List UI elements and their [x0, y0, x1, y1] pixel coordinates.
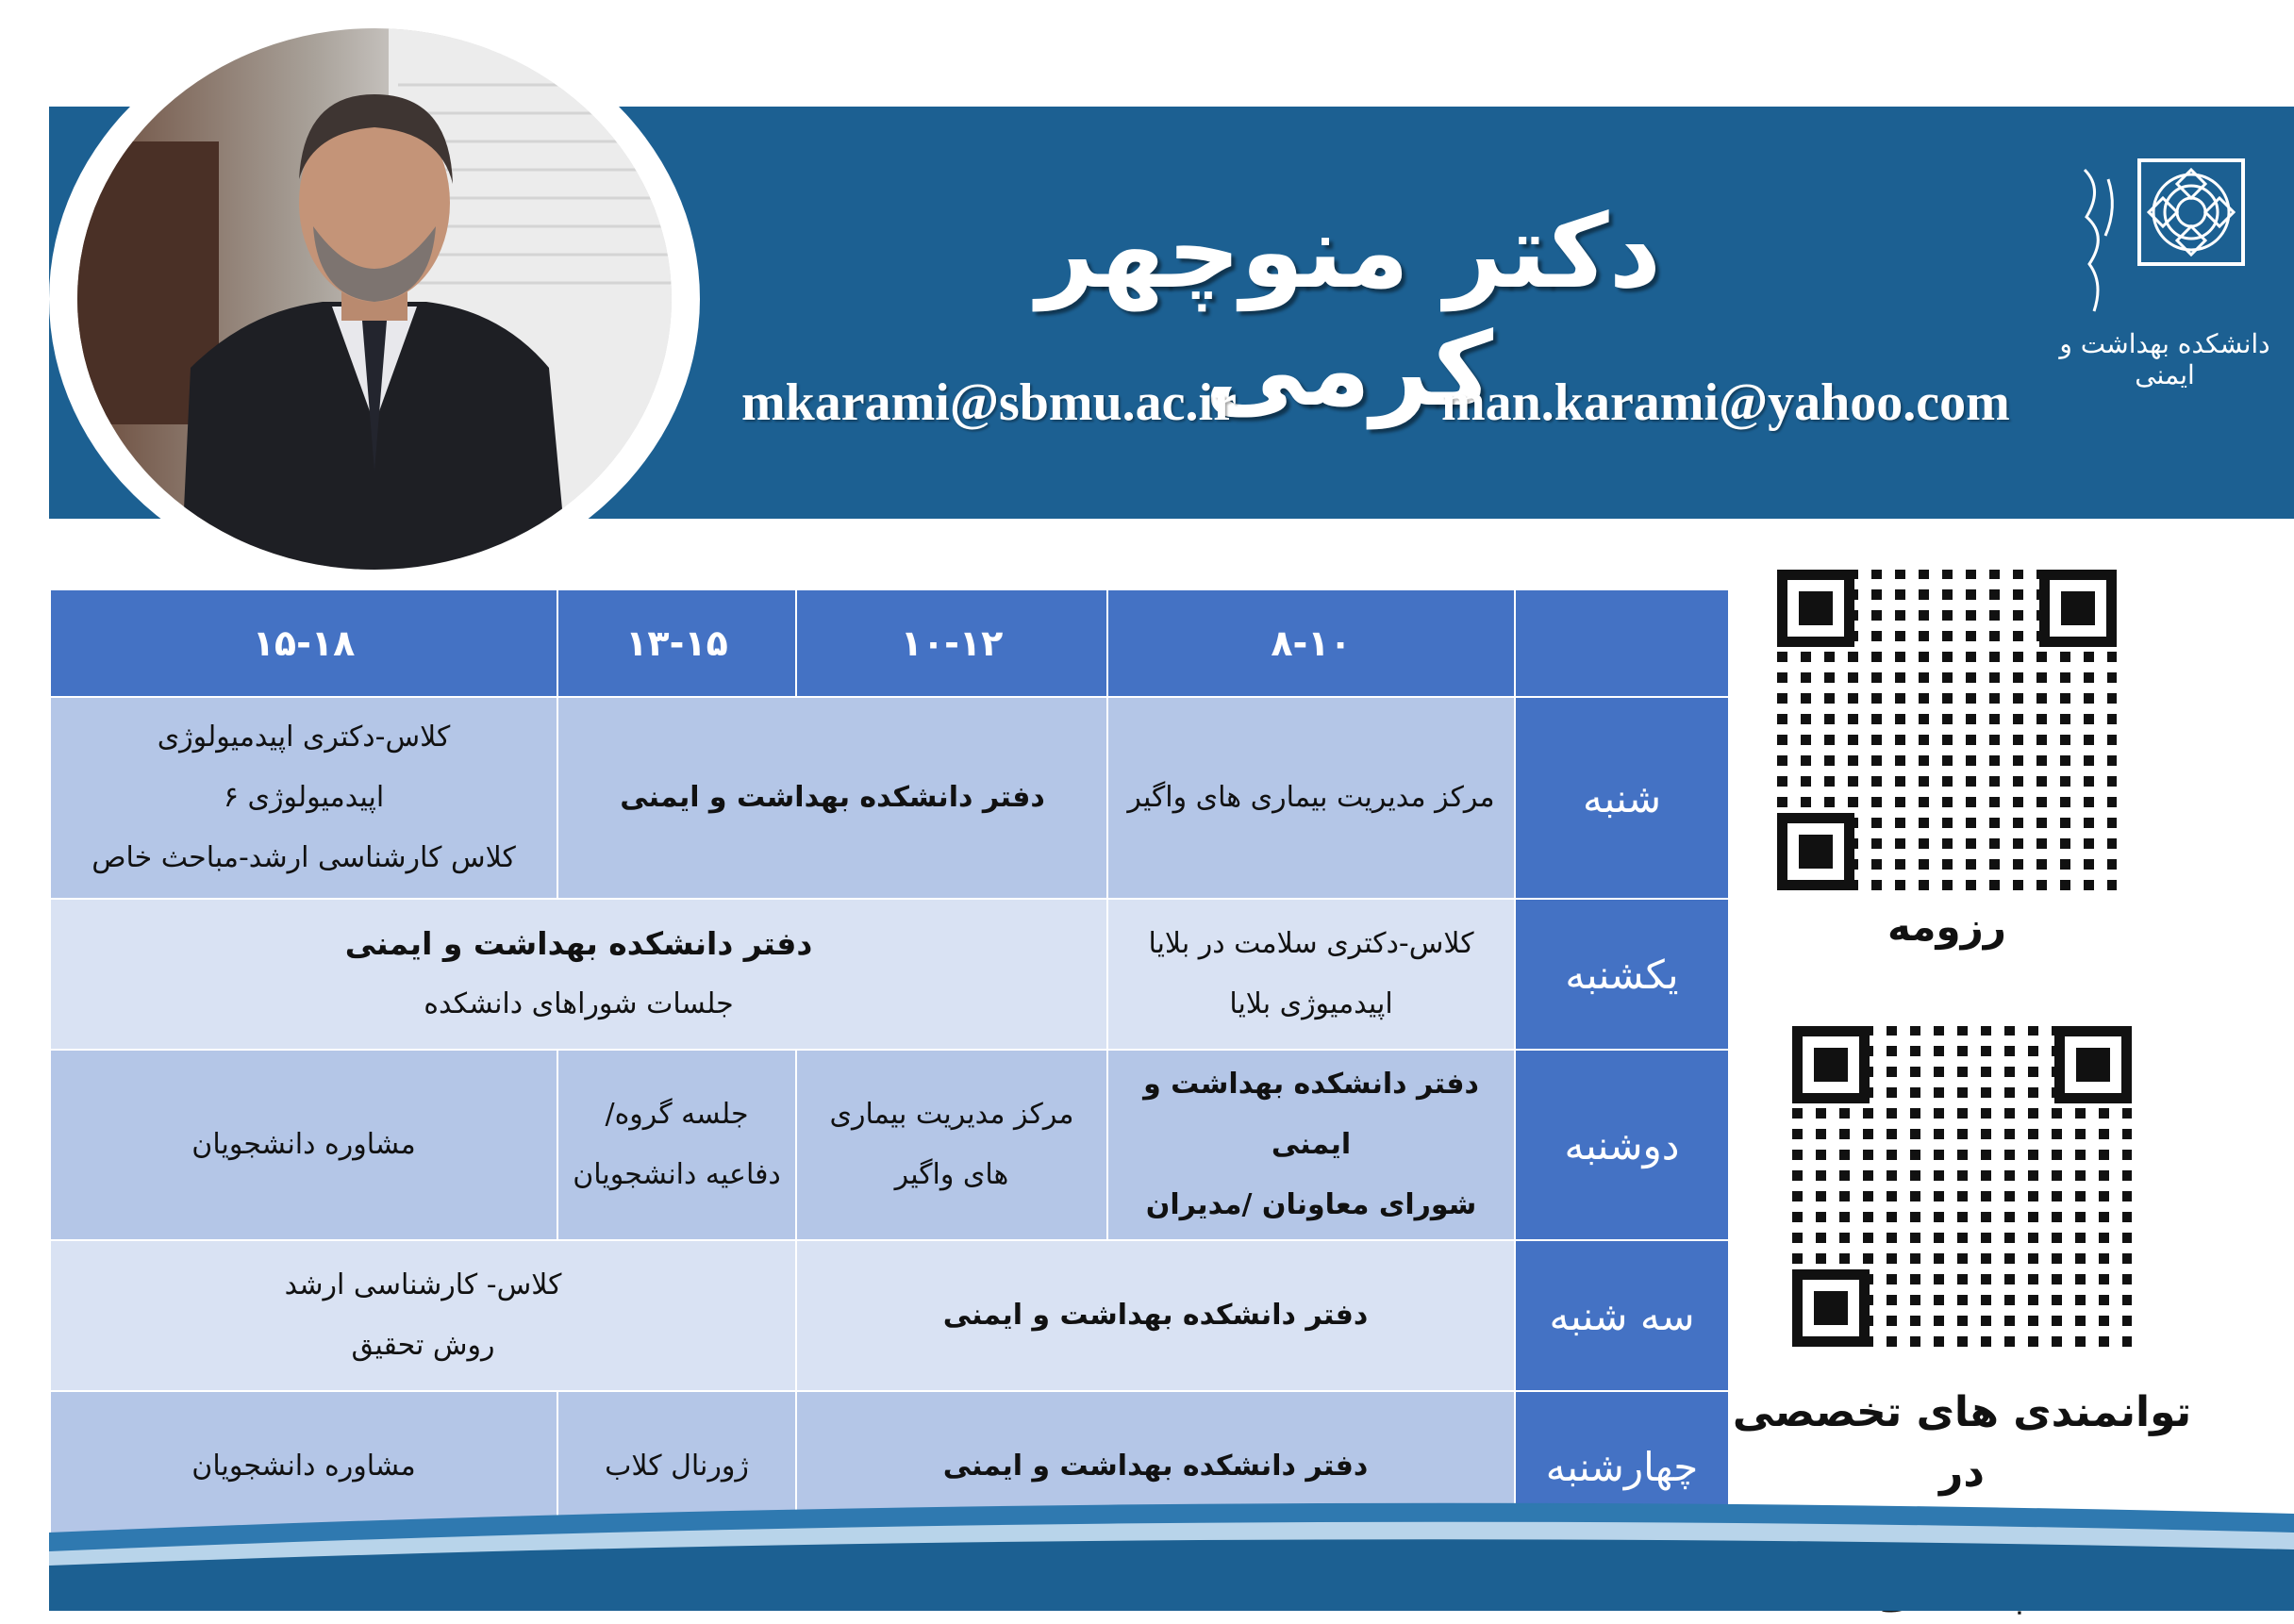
- resume-label: رزومه: [1887, 903, 2006, 950]
- logo-caption: دانشکده بهداشت و ایمنی: [2059, 328, 2270, 390]
- cell-line: شورای معاونان /مدیران: [1145, 1188, 1477, 1221]
- cell-line: اپیدمیولوژی ۶: [223, 781, 385, 814]
- day-monday: دوشنبه: [1515, 1050, 1729, 1240]
- day-tuesday: سه شنبه: [1515, 1240, 1729, 1391]
- university-logo: [2059, 132, 2270, 390]
- table-row: [50, 697, 1729, 899]
- header-15-18: ۱۵-۱۸: [50, 589, 557, 697]
- label-line: توانمندی های تخصصی در: [1732, 1388, 2192, 1497]
- cell-mon-15-18: مشاوره دانشجویان: [50, 1050, 557, 1240]
- cell-line: مرکز مدیریت بیماری: [829, 1098, 1074, 1131]
- cell-line: کلاس-دکتری اپیدمیولوژی: [157, 721, 451, 754]
- cell-sun-8-10: [1107, 899, 1515, 1050]
- resume-qr-code[interactable]: [1777, 570, 2117, 890]
- footer-wave-shape: [49, 1495, 2294, 1611]
- table-row: [50, 899, 1729, 1050]
- cell-mon-8-10: [1107, 1050, 1515, 1240]
- weekly-schedule-table: [49, 588, 1730, 1543]
- cell-line: اپیدمیوژی بلایا: [1229, 987, 1393, 1020]
- header-day: [1515, 589, 1729, 697]
- cell-wed-8-12: دفتر دانشکده بهداشت و ایمنی: [796, 1391, 1515, 1542]
- table-row: [50, 1240, 1729, 1391]
- cell-wed-15-18: مشاوره دانشجویان: [50, 1391, 557, 1542]
- cell-tue-8-12: دفتر دانشکده بهداشت و ایمنی: [796, 1240, 1515, 1391]
- email-sbmu[interactable]: mkarami@sbmu.ac.ir: [741, 373, 1237, 432]
- cell-line: دفتر دانشکده بهداشت و ایمنی: [1143, 1068, 1479, 1161]
- cell-line: کلاس- کارشناسی ارشد: [284, 1268, 562, 1301]
- schedule-header-row: [50, 589, 1729, 697]
- doctor-name: دکتر منوچهر کرمی: [1036, 193, 1662, 429]
- day-wednesday: چهارشنبه: [1515, 1391, 1729, 1542]
- cell-sat-15-18: [50, 697, 557, 899]
- cell-tue-13-18: [50, 1240, 796, 1391]
- header-10-12: ۱۰-۱۲: [796, 589, 1107, 697]
- cell-line: جلسات شوراهای دانشکده: [424, 987, 734, 1020]
- cell-line: دفاعیه دانشجویان: [573, 1158, 781, 1191]
- cell-line: جلسه گروه/: [605, 1098, 749, 1131]
- email-yahoo[interactable]: man.karami@yahoo.com: [1441, 373, 2010, 432]
- day-saturday: شنبه: [1515, 697, 1729, 899]
- profile-photo: [49, 8, 700, 590]
- cell-mon-13-15: [557, 1050, 796, 1240]
- cell-mon-10-12: [796, 1050, 1107, 1240]
- header-13-15: ۱۳-۱۵: [557, 589, 796, 697]
- table-row: [50, 1050, 1729, 1240]
- social-responsibility-qr-code[interactable]: [1792, 1026, 2132, 1347]
- cell-sun-10-18: [50, 899, 1107, 1050]
- cell-sat-8-10: مرکز مدیریت بیماری های واگیر: [1107, 697, 1515, 899]
- portrait-image: [77, 28, 672, 570]
- cell-line: روش تحقیق: [351, 1329, 495, 1362]
- cell-line: کلاس-دکتری سلامت در بلایا: [1148, 927, 1474, 960]
- day-sunday: یکشنبه: [1515, 899, 1729, 1050]
- cell-sat-10-15: دفتر دانشکده بهداشت و ایمنی: [557, 697, 1107, 899]
- cell-line: کلاس کارشناسی ارشد-مباحث خاص: [91, 841, 516, 874]
- header-8-10: ۸-۱۰: [1107, 589, 1515, 697]
- cell-wed-13-15: ژورنال کلاب: [557, 1391, 796, 1542]
- cell-line: های واگیر: [894, 1158, 1009, 1191]
- footer-wave: [49, 1495, 2294, 1611]
- cell-line: دفتر دانشکده بهداشت و ایمنی: [344, 925, 813, 962]
